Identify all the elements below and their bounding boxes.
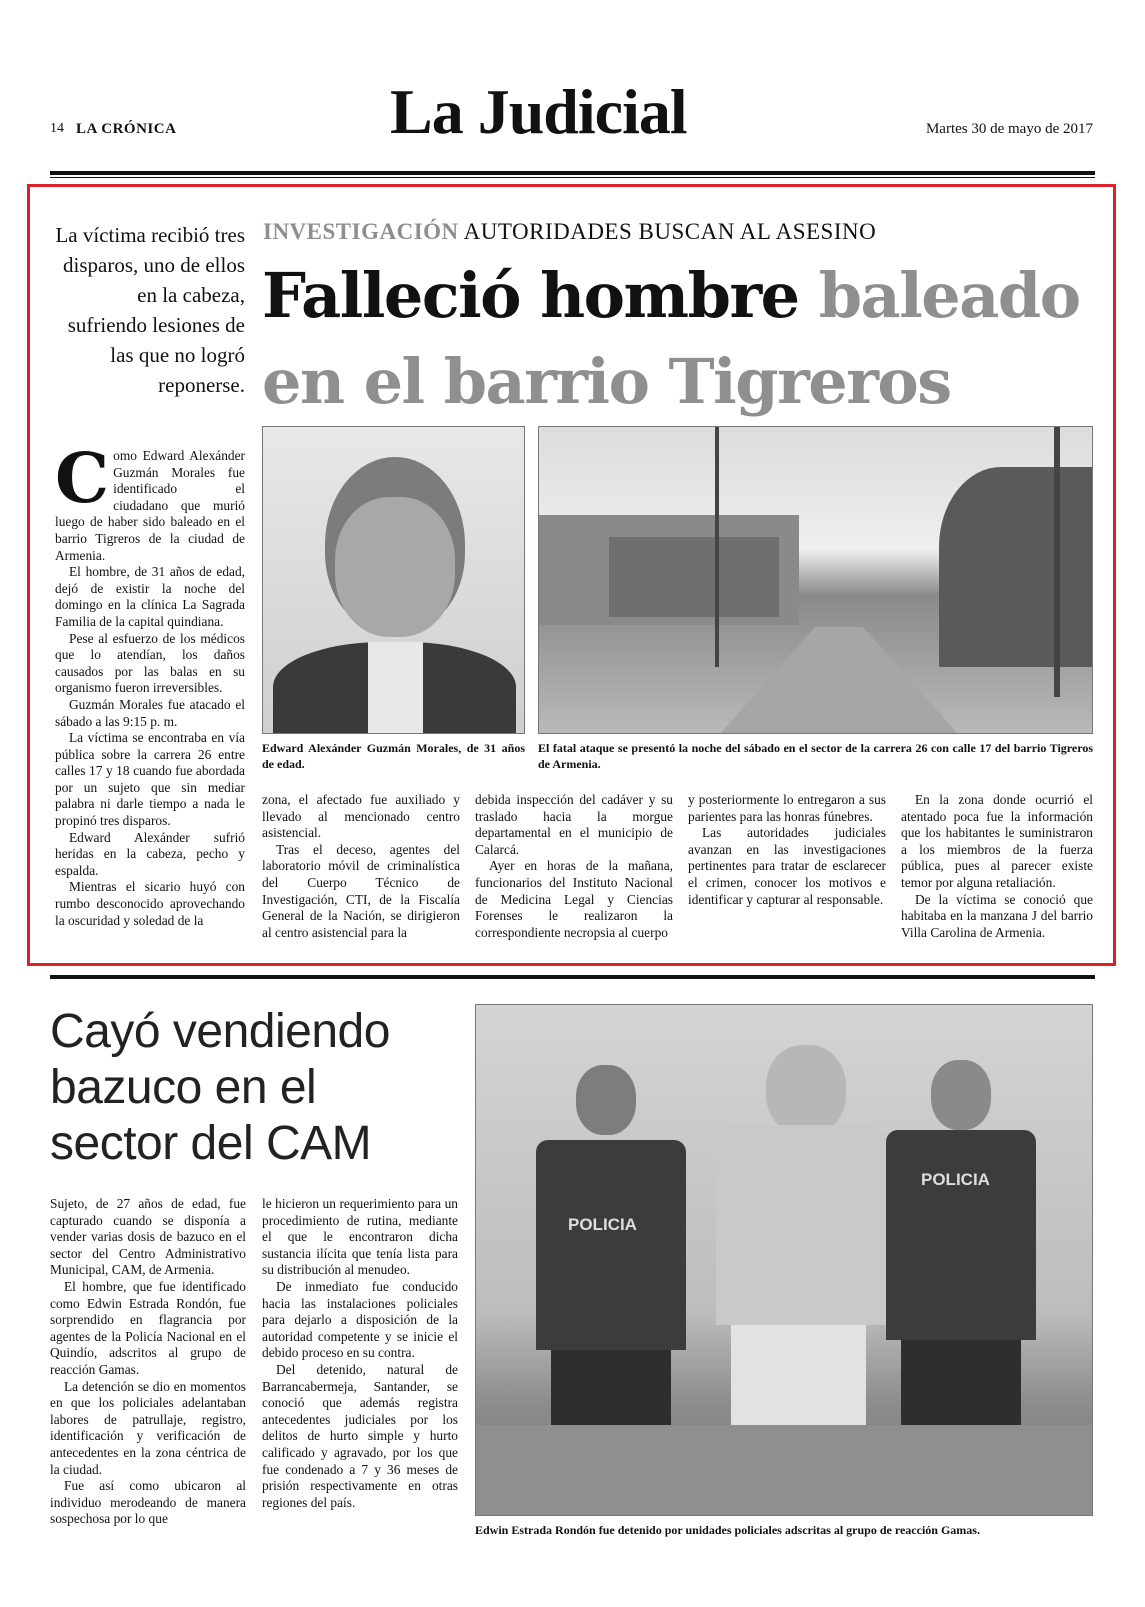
issue-date: Martes 30 de mayo de 2017 bbox=[925, 121, 1093, 137]
paragraph: El hombre, que fue identificado como Edwin Estrada Rondón, fue sorprendido en flagrancia por agentes de la Policía Nacional en el Quindío, adscritos al grupo de reacción Gamas. bbox=[50, 1278, 246, 1377]
headline-gray-part-2: en el barrio Tigreros bbox=[262, 345, 951, 418]
paragraph: En la zona donde ocurrió el atentado poca fue la información que los habitantes le suministraron a los miembros de la fuerza pública, pues al parecer existe temor por alguna retaliación. bbox=[901, 792, 1093, 890]
publication-name: LA CRÓNICA bbox=[76, 121, 177, 137]
drop-cap: C bbox=[55, 439, 110, 519]
section-divider bbox=[50, 975, 1095, 979]
paragraph: Las autoridades judiciales avanzan en las investigaciones pertinentes para tratar de esclarecer el crimen, conocer los motivos e identificar y capturar al responsable. bbox=[688, 825, 886, 907]
headline-dark-part: Falleció hombre bbox=[262, 259, 799, 332]
vest-label-right: POLICIA bbox=[921, 1170, 990, 1189]
paragraph: y posteriormente lo entregaron a sus parientes para las honras fúnebres. bbox=[688, 792, 886, 824]
paragraph: Del detenido, natural de Barrancabermeja, Santander, se conoció que además registra antecedentes judiciales por los delitos de hurto simple y hurto calificado y agravado, por los que fue condenado a 7 y 36 meses de prisión respectivamente en otras regiones del país. bbox=[262, 1361, 458, 1510]
masthead-rule-thin bbox=[50, 177, 1095, 178]
crime-scene-street-photo bbox=[538, 426, 1093, 734]
story1-column-4 bbox=[688, 792, 886, 908]
paragraph: debida inspección del cadáver y su traslado hacia la morgue departamental en el municipio de Calarcá. bbox=[475, 792, 673, 857]
paragraph: Sujeto, de 27 años de edad, fue capturado cuando se disponía a vender varias dosis de bazuco en el sector del Centro Administrativo Municipal, CAM, de Armenia. bbox=[50, 1196, 246, 1278]
paragraph: La detención se dio en momentos en que los policiales adelantaban labores de patrullaje, registro, identificación y verificación de antecedentes en la zona céntrica de la ciudad. bbox=[50, 1378, 246, 1477]
paragraph: Tras el deceso, agentes del laboratorio móvil de criminalística del Cuerpo Técnico de Investigación, CTI, de la Fiscalía General de la Nación, se dirigieron al centro asistencial para la bbox=[262, 841, 460, 940]
story1-column-5 bbox=[901, 792, 1093, 941]
story1-column-1 bbox=[55, 439, 245, 929]
story2-headline: Cayó vendiendo bazuco en el sector del CAM bbox=[50, 1005, 390, 1170]
story2-column-2 bbox=[262, 1196, 458, 1511]
headline-gray-part-1: baleado bbox=[818, 259, 1080, 332]
paragraph: La víctima se encontraba en vía pública sobre la carrera 26 entre calles 17 y 18 cuando fue abordada por un sujeto que sin mediar palabra ni darle tiempo a nada le propinó tres disparos. bbox=[55, 730, 245, 829]
paragraph: le hicieron un requerimiento para un procedimiento de rutina, mediante el que le encontraron dicha sustancia ilícita que tenía lista para su distribución al menudeo. bbox=[262, 1196, 458, 1278]
victim-portrait-photo bbox=[262, 426, 525, 734]
paragraph: zona, el afectado fue auxiliado y llevado al mencionado centro asistencial. bbox=[262, 792, 460, 841]
paragraph: Pese al esfuerzo de los médicos que lo atendían, los daños causados por las balas en su organismo fueron irreversibles. bbox=[55, 630, 245, 696]
paragraph: Mientras el sicario huyó con rumbo desconocido aprovechando la oscuridad y soledad de la bbox=[55, 879, 245, 928]
kicker-text: AUTORIDADES BUSCAN AL ASESINO bbox=[463, 219, 877, 244]
photo1-caption: Edward Alexánder Guzmán Morales, de 31 años de edad. bbox=[262, 741, 525, 771]
story2-column-1 bbox=[50, 1196, 246, 1528]
kicker bbox=[263, 219, 876, 245]
story1-headline bbox=[262, 253, 1092, 425]
paragraph: Fue así como ubicaron al individuo merodeando de manera sospechosa por lo que bbox=[50, 1478, 246, 1527]
paragraph: De inmediato fue conducido hacia las instalaciones policiales para dejarlo a disposición de la autoridad competente y se inicie el debido proceso en su contra. bbox=[262, 1278, 458, 1361]
page-number: 14 bbox=[50, 121, 64, 136]
photo3-caption: Edwin Estrada Rondón fue detenido por unidades policiales adscritas al grupo de reacción Gamas. bbox=[475, 1523, 980, 1537]
pull-quote: La víctima recibió tres disparos, uno de ellos en la cabeza, sufriendo lesiones de las que no logró reponerse. bbox=[55, 223, 245, 397]
section-title: La Judicial bbox=[390, 76, 687, 147]
arrest-photo bbox=[475, 1004, 1093, 1516]
paragraph: Edward Alexánder sufrió heridas en la cabeza, pecho y espalda. bbox=[55, 829, 245, 878]
paragraph: Ayer en horas de la mañana, funcionarios del Instituto Nacional de Medicina Legal y Ciencias Forenses le realizaron la correspondiente necropsia al cuerpo bbox=[475, 858, 673, 940]
paragraph: De la víctima se conoció que habitaba en la manzana J del barrio Villa Carolina de Armenia. bbox=[901, 891, 1093, 940]
kicker-label: INVESTIGACIÓN bbox=[263, 219, 459, 244]
vest-label-left: POLICIA bbox=[568, 1215, 637, 1234]
paragraph: El hombre, de 31 años de edad, dejó de existir la noche del domingo en la clínica La Sagrada Familia de la capital quindiana. bbox=[55, 564, 245, 629]
paragraph: Guzmán Morales fue atacado el sábado a las 9:15 p. m. bbox=[55, 696, 245, 729]
photo2-caption: El fatal ataque se presentó la noche del sábado en el sector de la carrera 26 con calle 17 del barrio Tigreros de Armenia. bbox=[538, 741, 1093, 771]
story1-column-3 bbox=[475, 792, 673, 941]
paragraph: omo Edward Alexánder Guzmán Morales fue identificado el ciudadano que murió luego de haber sido baleado en el barrio Tigreros de la ciudad de Armenia. bbox=[55, 448, 245, 563]
story1-column-2 bbox=[262, 792, 460, 941]
masthead-rule bbox=[50, 171, 1095, 175]
